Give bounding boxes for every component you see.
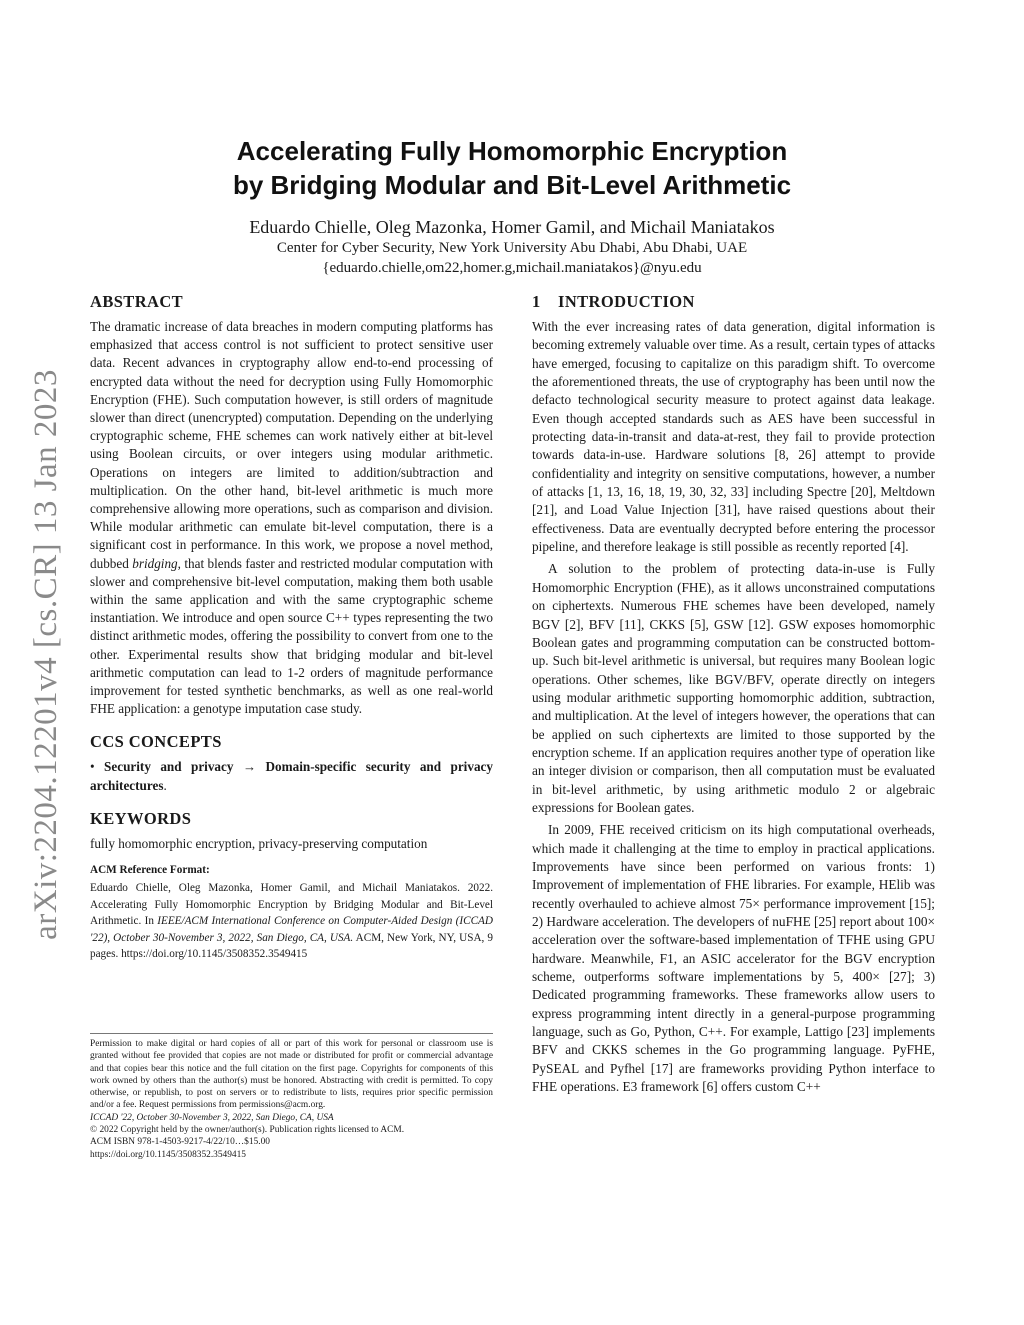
arxiv-id-text: arXiv:2204.12201v4 [cs.CR] 13 Jan 2023 [27,369,64,940]
permission-venue: ICCAD '22, October 30-November 3, 2022, San Diego, CA, USA [90,1112,334,1123]
ccs-end: . [163,777,167,793]
section-title: INTRODUCTION [558,292,695,311]
ccs-concept: Security and privacy [104,759,234,775]
keywords-text: fully homomorphic encryption, privacy-preserving computation [90,835,428,851]
intro-paragraph: With the ever increasing rates of data generation, digital information is becoming extremely valuable over time. As a result, certain types of attacks have emerged, focusing to capitalize on this paradigm shift. To overcome the aforementioned threats, the use of cryptography has been until now the defacto technological security measure to protect against data leakage. Even though accepted standards such as AES have been successful in protecting data-in-transit and data-at-rest, they fail to provide protection towards data-in-use. Hardware solutions [8, 26] attempt to provide confidentiality and integrity on sensitive computations, however, a number of attacks [1, 13, 16, 18, 19, 30, 32, 33] including Spectre [20], Meltdown [21], and Load Value Injection [31], have raised questions about their effectiveness. Data are eventually decrypted before entering the processor pipeline, and therefore leakage is still possible as recently reported [4]. [532,319,935,555]
section-number: 1 [532,292,541,311]
abstract-text [90,318,493,718]
author-list: Eduardo Chielle, Oleg Mazonka, Homer Gamil, and Michail Maniatakos [249,217,775,237]
ccs-bullet: • [90,759,105,775]
keywords-heading: KEYWORDS [90,808,192,828]
right-column [532,292,935,1096]
abstract-emphasis: bridging [132,555,178,571]
permission-footnote [90,1033,493,1161]
abstract-heading: ABSTRACT [90,292,184,311]
abstract-text-part-1: The dramatic increase of data breaches in modern computing platforms has emphasized that access control is not sufficient to protect sensitive user data. Recent advances in cryptography allow end-to-end processing of encrypted data without the need for decryption using Fully Homomorphic Encryption (FHE). Such computation however, is still orders of magnitude slower than direct (unencrypted) computation. Depending on the underlying cryptographic scheme, FHE schemes can work natively either at bit-level using Boolean circuits, or over integers using modular arithmetic. Operations on integers are limited to addition/subtraction and multiplication. On the other hand, bit-level arithmetic is much more comprehensive allowing more operations, such as comparison and division. While modular arithmetic can emulate bit-level computation, there is a significant cost in performance. In this work, we propose a novel method, dubbed [90,319,493,571]
copyright-line: © 2022 Copyright held by the owner/author(s). Publication rights licensed to ACM. [90,1125,405,1136]
paper-title [150,134,874,202]
title-line-1: Accelerating Fully Homomorphic Encryption [236,136,788,166]
ccs-arrow: → [233,759,266,775]
isbn-line: ACM ISBN 978-1-4503-9217-4/22/10…$15.00 [90,1137,270,1148]
title-line-2: by Bridging Modular and Bit-Level Arithmetic [232,170,792,200]
intro-paragraph: A solution to the problem of protecting data-in-use is Fully Homomorphic Encryption (FHE), as it allows unconstrained computations on ciphertexts. Numerous FHE schemes have been developed, namely BGV [2], BFV [11], CKKS [5], GSW [12]. GSW exposes homomorphic Boolean gates and programming computation can be constructed bottom-up. Such bit-level arithmetic is universal, but requires many Boolean logic operations. Other schemes, like BGV/BFV, operate directly on integers using modular arithmetic supporting homomorphic addition, subtraction, and multiplication. At the level of integers however, the operations that can be applied on such ciphertexts are limited to those supported by the encryption scheme. If an application requires another type of operation like an integer division or comparison, then all computation must be evaluated in bit-level arithmetic, by using arithmetic modulo 2 or algebraic expressions for Boolean gates. [532,561,935,815]
arxiv-identifier-sidebar [20,362,72,947]
ccs-concepts-text [90,758,493,794]
ccs-concepts-heading: CCS CONCEPTS [90,732,222,752]
affiliation: Center for Cyber Security, New York University Abu Dhabi, Abu Dhabi, UAE [276,240,748,256]
left-column [90,292,493,963]
permission-text: Permission to make digital or hard copies of all or part of this work for personal or classroom use is granted without fee provided that copies are not made or distributed for profit or commercial advantage and that copies bear this notice and the full citation on the first page. Copyrights for components of this work owned by others than the author(s) must be honored. Abstracting with credit is permitted. To copy otherwise, or republish, to post on servers or to redistribute to lists, requires prior specific permission and/or a fee. Request permissions from permissions@acm.org. [90,1039,493,1111]
abstract-text-part-2: , that blends faster and restricted modular computation with slower and comprehensive bit-level computation, making them both usable within the same application and with the same cryptographic scheme instantiation. We introduce and open source C++ types representing the two distinct arithmetic modes, offering the possibility to convert from one to the other. Experimental results show that bridging modular and bit-level arithmetic computation can lead to 1-2 orders of magnitude performance improvement for tested synthetic benchmarks, as well as one real-world FHE application: a genotype imputation case study. [90,555,493,717]
acm-reference-part-1: Eduardo Chielle, Oleg Mazonka, Homer Gamil, and Michail Maniatakos. 2022. Accelerating Fully Homomorphic Encryption by Bridging Modular and Bit-Level Arithmetic. In [90,882,493,928]
ccs-subconcept: Domain-specific security and privacy architectures [90,759,493,793]
acm-reference-part-2: ACM, New York, NY, USA, 9 pages. https://doi.org/10.1145/3508352.3549415 [90,931,493,961]
author-emails: {eduardo.chielle,om22,homer.g,michail.maniatakos}@nyu.edu [322,260,702,276]
acm-reference-text [90,880,493,963]
acm-reference-venue: IEEE/ACM International Conference on Computer-Aided Design (ICCAD '22), October 30-November 3, 2022, San Diego, CA, USA. [90,915,493,944]
doi-line: https://doi.org/10.1145/3508352.3549415 [90,1149,246,1160]
introduction-heading [532,292,935,312]
acm-reference-heading: ACM Reference Format: [90,864,210,877]
intro-paragraph: In 2009, FHE received criticism on its high computational overheads, which made it challenging at the time to employ in practical applications. Improvements have since been performed on various fronts: 1) Improvement of implementation of FHE libraries. For example, HElib was recently overhauled to achieve almost 75× performance improvement [15]; 2) Hardware acceleration. The developers of nuFHE [25] report about 100× acceleration over the software-based implementation of TFHE using GPU hardware. Meanwhile, F1, an ASIC accelerator for the BGV encryption scheme, outperforms software implementations by 5, 400× [27]; 3) Dedicated programming frameworks. These frameworks allow users to express programming intent directly in a general-purpose programming language, such as Go, Python, C++. For example, Lattigo [23] implements BFV and CKKS schemes in the Go programming language. PyFHE, PySEAL and Pyfhel [17] are frameworks providing Python interface to FHE operations. E3 framework [6] offers custom C++ [532,822,935,1095]
